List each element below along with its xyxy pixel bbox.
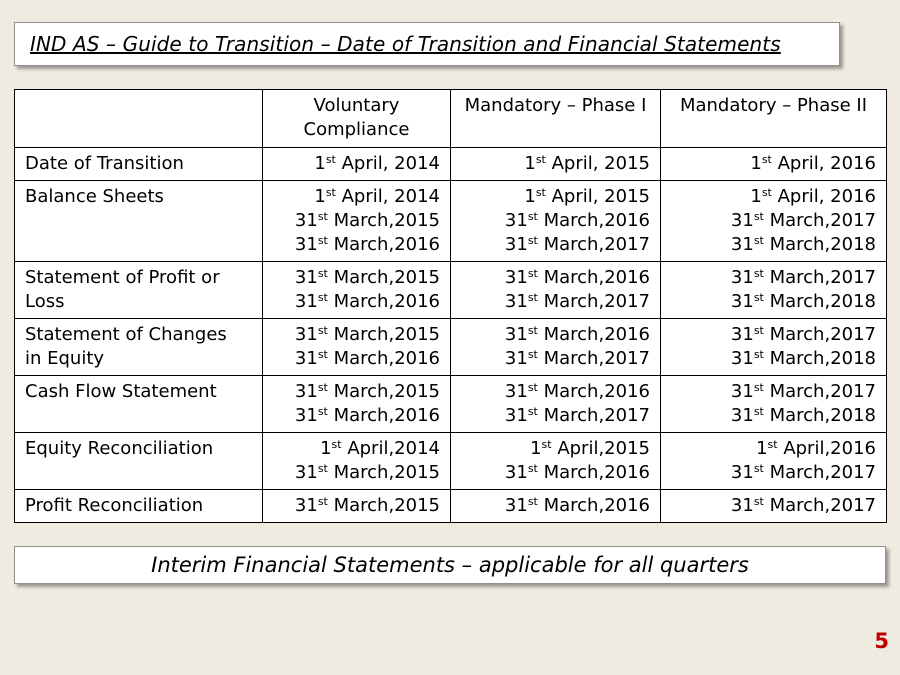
header-cell-voluntary: Voluntary Compliance	[263, 90, 451, 148]
date-cell	[451, 319, 661, 376]
date-cell	[451, 376, 661, 433]
date-month-year: March,2017	[537, 291, 650, 312]
row-label	[15, 319, 263, 376]
date-ordinal-suffix: st	[527, 348, 538, 361]
date-line	[671, 152, 876, 176]
row-label-line: Cash Flow Statement	[25, 381, 217, 402]
row-label-line: Statement of Profit or	[25, 267, 220, 288]
date-day: 31	[730, 405, 754, 426]
date-cell	[451, 181, 661, 262]
date-month-year: April,2015	[551, 438, 650, 459]
table-header-row	[15, 90, 887, 148]
date-line	[273, 347, 440, 371]
date-day: 31	[294, 267, 318, 288]
date-month-year: March,2015	[327, 462, 440, 483]
date-day: 31	[504, 234, 528, 255]
date-month-year: March,2016	[327, 234, 440, 255]
date-line	[273, 404, 440, 428]
row-label-line: Equity Reconciliation	[25, 438, 214, 459]
date-ordinal-suffix: st	[325, 186, 336, 199]
date-ordinal-suffix: st	[317, 291, 328, 304]
title-box	[14, 22, 840, 66]
date-line	[273, 494, 440, 518]
date-cell	[661, 319, 887, 376]
row-label	[15, 433, 263, 490]
date-cell	[451, 433, 661, 490]
date-day: 31	[294, 210, 318, 231]
date-line	[671, 290, 876, 314]
date-line	[461, 185, 650, 209]
table-row	[15, 262, 887, 319]
date-month-year: March,2015	[327, 381, 440, 402]
date-day: 1	[314, 153, 326, 174]
date-month-year: April, 2015	[545, 186, 650, 207]
date-ordinal-suffix: st	[541, 438, 552, 451]
date-cell	[263, 376, 451, 433]
date-line	[461, 266, 650, 290]
date-line	[273, 323, 440, 347]
date-day: 31	[730, 291, 754, 312]
date-line	[273, 185, 440, 209]
row-label	[15, 148, 263, 181]
date-cell	[451, 490, 661, 523]
date-day: 1	[524, 186, 536, 207]
date-cell	[263, 262, 451, 319]
table-row	[15, 433, 887, 490]
date-month-year: March,2016	[537, 324, 650, 345]
date-month-year: April, 2016	[771, 186, 876, 207]
date-ordinal-suffix: st	[753, 234, 764, 247]
date-day: 1	[314, 186, 326, 207]
footer-box	[14, 546, 886, 584]
date-day: 1	[524, 153, 536, 174]
date-month-year: March,2016	[537, 462, 650, 483]
date-ordinal-suffix: st	[317, 324, 328, 337]
date-day: 31	[504, 495, 528, 516]
date-ordinal-suffix: st	[527, 495, 538, 508]
date-ordinal-suffix: st	[753, 348, 764, 361]
date-ordinal-suffix: st	[767, 438, 778, 451]
date-cell	[451, 262, 661, 319]
date-line	[671, 185, 876, 209]
date-line	[273, 380, 440, 404]
date-line	[273, 437, 440, 461]
date-cell	[263, 181, 451, 262]
date-ordinal-suffix: st	[753, 291, 764, 304]
page-number: 5	[874, 629, 889, 653]
date-line	[671, 209, 876, 233]
date-day: 31	[294, 234, 318, 255]
date-ordinal-suffix: st	[753, 381, 764, 394]
date-cell	[451, 148, 661, 181]
date-month-year: March,2016	[327, 405, 440, 426]
table-row	[15, 490, 887, 523]
date-day: 31	[294, 291, 318, 312]
date-day: 1	[320, 438, 332, 459]
date-line	[461, 347, 650, 371]
date-cell	[263, 433, 451, 490]
date-ordinal-suffix: st	[317, 462, 328, 475]
date-cell	[263, 490, 451, 523]
date-ordinal-suffix: st	[331, 438, 342, 451]
date-line	[461, 152, 650, 176]
date-day: 31	[294, 381, 318, 402]
date-line	[671, 437, 876, 461]
date-line	[273, 152, 440, 176]
date-day: 31	[504, 405, 528, 426]
date-day: 1	[750, 186, 762, 207]
date-day: 31	[504, 324, 528, 345]
date-month-year: March,2016	[537, 381, 650, 402]
date-ordinal-suffix: st	[317, 405, 328, 418]
date-ordinal-suffix: st	[761, 186, 772, 199]
date-month-year: March,2016	[537, 267, 650, 288]
date-cell	[661, 433, 887, 490]
date-month-year: March,2016	[327, 291, 440, 312]
date-day: 31	[504, 348, 528, 369]
date-day: 31	[294, 324, 318, 345]
row-label	[15, 490, 263, 523]
table-row	[15, 376, 887, 433]
date-ordinal-suffix: st	[317, 495, 328, 508]
date-line	[273, 209, 440, 233]
date-cell	[263, 148, 451, 181]
date-ordinal-suffix: st	[753, 405, 764, 418]
date-day: 31	[504, 210, 528, 231]
date-month-year: March,2017	[763, 267, 876, 288]
date-ordinal-suffix: st	[527, 267, 538, 280]
date-day: 1	[530, 438, 542, 459]
row-label	[15, 181, 263, 262]
transition-table	[14, 89, 887, 523]
date-ordinal-suffix: st	[753, 495, 764, 508]
date-line	[461, 323, 650, 347]
date-day: 1	[756, 438, 768, 459]
table-row	[15, 181, 887, 262]
date-line	[671, 380, 876, 404]
row-label-line: Balance Sheets	[25, 186, 164, 207]
date-ordinal-suffix: st	[753, 324, 764, 337]
date-ordinal-suffix: st	[527, 324, 538, 337]
date-day: 31	[504, 267, 528, 288]
date-cell	[263, 319, 451, 376]
date-ordinal-suffix: st	[527, 291, 538, 304]
date-month-year: April,2014	[341, 438, 440, 459]
date-ordinal-suffix: st	[317, 348, 328, 361]
date-ordinal-suffix: st	[535, 186, 546, 199]
date-cell	[661, 148, 887, 181]
date-month-year: March,2017	[537, 348, 650, 369]
date-day: 31	[730, 324, 754, 345]
date-line	[461, 404, 650, 428]
date-cell	[661, 181, 887, 262]
date-line	[671, 461, 876, 485]
date-month-year: March,2015	[327, 324, 440, 345]
date-line	[461, 380, 650, 404]
slide-title: IND AS – Guide to Transition – Date of Transition and Financial Statements	[30, 32, 781, 56]
row-label	[15, 376, 263, 433]
date-cell	[661, 262, 887, 319]
header-cell-phase-2: Mandatory – Phase II	[661, 90, 887, 148]
date-day: 31	[294, 495, 318, 516]
date-month-year: April, 2016	[771, 153, 876, 174]
date-ordinal-suffix: st	[317, 381, 328, 394]
date-day: 31	[294, 348, 318, 369]
date-day: 31	[730, 462, 754, 483]
date-month-year: March,2018	[763, 234, 876, 255]
date-ordinal-suffix: st	[317, 210, 328, 223]
date-cell	[661, 376, 887, 433]
date-month-year: March,2017	[763, 462, 876, 483]
date-day: 31	[730, 495, 754, 516]
date-ordinal-suffix: st	[753, 267, 764, 280]
date-ordinal-suffix: st	[527, 462, 538, 475]
date-month-year: March,2015	[327, 495, 440, 516]
date-ordinal-suffix: st	[527, 234, 538, 247]
date-month-year: March,2015	[327, 210, 440, 231]
date-day: 31	[504, 462, 528, 483]
date-ordinal-suffix: st	[527, 405, 538, 418]
date-day: 31	[504, 291, 528, 312]
date-month-year: March,2015	[327, 267, 440, 288]
row-label-line: Loss	[25, 291, 65, 312]
date-cell	[661, 490, 887, 523]
date-line	[671, 404, 876, 428]
date-line	[461, 209, 650, 233]
date-ordinal-suffix: st	[317, 267, 328, 280]
header-cell-blank	[15, 90, 263, 148]
date-month-year: April, 2014	[335, 153, 440, 174]
date-month-year: March,2016	[537, 495, 650, 516]
date-ordinal-suffix: st	[317, 234, 328, 247]
date-day: 1	[750, 153, 762, 174]
date-line	[671, 323, 876, 347]
date-line	[671, 266, 876, 290]
date-month-year: March,2018	[763, 405, 876, 426]
date-line	[273, 233, 440, 257]
date-month-year: March,2017	[537, 405, 650, 426]
row-label	[15, 262, 263, 319]
date-line	[671, 347, 876, 371]
date-month-year: March,2017	[763, 324, 876, 345]
table-row	[15, 148, 887, 181]
date-month-year: April,2016	[777, 438, 876, 459]
date-month-year: March,2018	[763, 348, 876, 369]
date-ordinal-suffix: st	[325, 153, 336, 166]
date-day: 31	[730, 234, 754, 255]
date-month-year: March,2017	[763, 381, 876, 402]
date-line	[461, 494, 650, 518]
date-day: 31	[294, 462, 318, 483]
date-line	[671, 494, 876, 518]
date-line	[273, 461, 440, 485]
row-label-line: in Equity	[25, 348, 105, 369]
date-line	[461, 290, 650, 314]
date-month-year: March,2016	[537, 210, 650, 231]
date-ordinal-suffix: st	[535, 153, 546, 166]
date-day: 31	[730, 381, 754, 402]
date-month-year: March,2018	[763, 291, 876, 312]
header-cell-phase-1: Mandatory – Phase I	[451, 90, 661, 148]
date-day: 31	[504, 381, 528, 402]
date-day: 31	[294, 405, 318, 426]
row-label-line: Profit Reconciliation	[25, 495, 204, 516]
table-row	[15, 319, 887, 376]
date-ordinal-suffix: st	[527, 210, 538, 223]
date-month-year: April, 2015	[545, 153, 650, 174]
date-day: 31	[730, 267, 754, 288]
table-body	[15, 148, 887, 523]
interim-note: Interim Financial Statements – applicable for all quarters	[151, 553, 749, 577]
date-ordinal-suffix: st	[753, 210, 764, 223]
date-line	[461, 233, 650, 257]
date-month-year: March,2016	[327, 348, 440, 369]
date-ordinal-suffix: st	[753, 462, 764, 475]
date-line	[461, 437, 650, 461]
row-label-line: Date of Transition	[25, 153, 184, 174]
date-month-year: March,2017	[763, 495, 876, 516]
date-line	[461, 461, 650, 485]
date-line	[671, 233, 876, 257]
date-day: 31	[730, 210, 754, 231]
date-month-year: March,2017	[537, 234, 650, 255]
date-month-year: April, 2014	[335, 186, 440, 207]
row-label-line: Statement of Changes	[25, 324, 227, 345]
date-month-year: March,2017	[763, 210, 876, 231]
date-ordinal-suffix: st	[527, 381, 538, 394]
transition-table-container	[14, 89, 886, 523]
date-line	[273, 290, 440, 314]
date-ordinal-suffix: st	[761, 153, 772, 166]
date-day: 31	[730, 348, 754, 369]
date-line	[273, 266, 440, 290]
